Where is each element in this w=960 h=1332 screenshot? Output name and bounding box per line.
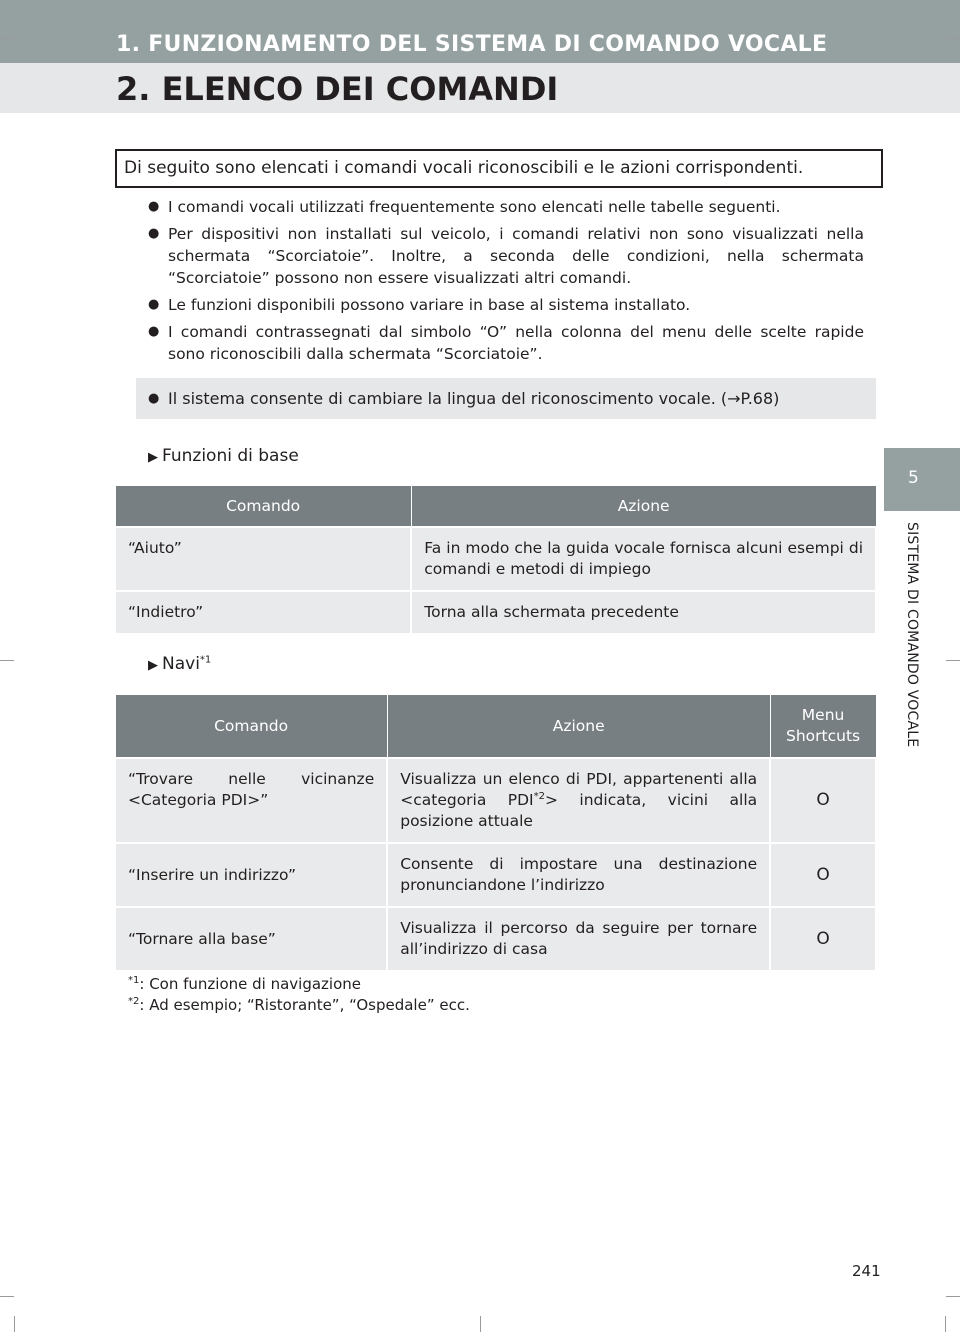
crop-mark <box>480 1316 481 1332</box>
header-line: Shortcuts <box>786 727 861 745</box>
action-cell: Fa in modo che la guida vocale fornisca alcuni esempi di comandi e metodi di impiego <box>411 527 876 591</box>
action-text: Visualizza un elenco di PDI, appartenenti alla <categoria PDI <box>400 770 758 809</box>
shortcut-mark: O <box>770 843 876 907</box>
crop-mark <box>0 660 14 661</box>
column-header-menu-shortcuts <box>770 695 876 759</box>
action-cell <box>387 758 770 843</box>
action-cell: Consente di impostare una destinazione pronunciandone l’indirizzo <box>387 843 770 907</box>
command-cell: “Indietro” <box>115 591 411 634</box>
crop-mark <box>945 1316 946 1332</box>
table-header-row <box>115 486 876 528</box>
command-cell: “Aiuto” <box>115 527 411 591</box>
bullet-list <box>148 196 864 370</box>
navi-heading <box>148 654 211 674</box>
column-header-command: Comando <box>115 486 411 528</box>
crop-mark <box>946 1296 960 1297</box>
page-header <box>0 0 960 113</box>
table-row <box>115 758 876 843</box>
footnote-ref: *1 <box>199 654 212 666</box>
chapter-tab <box>884 448 960 511</box>
footnotes <box>128 974 470 1016</box>
action-cell: Visualizza il percorso da seguire per tornare all’indirizzo di casa <box>387 907 770 971</box>
note-text <box>168 378 779 419</box>
chapter-label: SISTEMA DI COMANDO VOCALE <box>904 522 920 748</box>
navi-commands-table <box>114 694 877 972</box>
shortcut-mark: O <box>770 758 876 843</box>
note-sentence: Il sistema consente di cambiare la lingua del riconoscimento vocale. ( <box>168 389 728 408</box>
crop-mark <box>946 38 960 39</box>
navi-heading-text: Navi <box>162 654 200 674</box>
column-header-action: Azione <box>411 486 876 528</box>
basic-heading <box>148 446 299 466</box>
header-line: Menu <box>801 706 845 724</box>
chapter-number: 5 <box>908 468 919 488</box>
command-cell: “Inserire un indirizzo” <box>115 843 387 907</box>
command-cell: “Trovare nelle vicinanze <Categoria PDI>” <box>115 758 387 843</box>
crop-mark <box>946 660 960 661</box>
table-header-row <box>115 695 876 759</box>
shortcut-mark: O <box>770 907 876 971</box>
page-reference: P.68) <box>740 389 780 408</box>
footnote-text: : Con funzione di navigazione <box>139 975 362 993</box>
bullet-item: ● I comandi vocali utilizzati frequentemente sono elencati nelle tabelle seguenti. <box>148 196 864 218</box>
footnote-mark: *1 <box>128 975 140 986</box>
footnote-ref: *2 <box>533 790 546 802</box>
intro-box: Di seguito sono elencati i comandi vocali riconoscibili e le azioni corrispondenti. <box>115 149 883 188</box>
bullet-item: ● Per dispositivi non installati sul veicolo, i comandi relativi non sono visualizzati nella schermata “Scorciatoie”. Inoltre, a seconda delle condizioni, nella schermata “Scorciatoie” possono non essere visualizzati altri comandi. <box>148 223 864 289</box>
crop-mark <box>0 1296 14 1297</box>
header-band <box>0 0 960 63</box>
column-header-action: Azione <box>387 695 770 759</box>
crop-mark <box>14 1316 15 1332</box>
note-box <box>136 378 876 419</box>
section-title: 1. FUNZIONAMENTO DEL SISTEMA DI COMANDO VOCALE <box>116 32 828 57</box>
triangle-icon: ▶ <box>148 658 158 673</box>
action-text: > indicata, vicini alla posizione attuale <box>400 791 758 830</box>
command-cell: “Tornare alla base” <box>115 907 387 971</box>
basic-heading-text: Funzioni di base <box>162 446 299 466</box>
page-number: 241 <box>852 1262 881 1280</box>
footnote <box>128 995 470 1016</box>
column-header-command: Comando <box>115 695 387 759</box>
page-title: 2. ELENCO DEI COMANDI <box>116 70 559 108</box>
footnote-text: : Ad esempio; “Ristorante”, “Ospedale” ecc. <box>139 996 470 1014</box>
footnote <box>128 974 470 995</box>
table-row <box>115 907 876 971</box>
table-row <box>115 843 876 907</box>
crop-mark <box>0 38 14 39</box>
bullet-item: ● I comandi contrassegnati dal simbolo “O” nella colonna del menu delle scelte rapide sono riconoscibili dalla schermata “Scorciatoie”. <box>148 321 864 365</box>
table-row <box>115 591 876 634</box>
basic-commands-table <box>114 485 877 635</box>
arrow-icon: → <box>727 389 741 408</box>
action-cell: Torna alla schermata precedente <box>411 591 876 634</box>
table-row <box>115 527 876 591</box>
triangle-icon: ▶ <box>148 450 158 465</box>
bullet-item: ● Le funzioni disponibili possono variare in base al sistema installato. <box>148 294 864 316</box>
footnote-mark: *2 <box>128 996 140 1007</box>
bullet-icon: ● <box>148 391 160 406</box>
